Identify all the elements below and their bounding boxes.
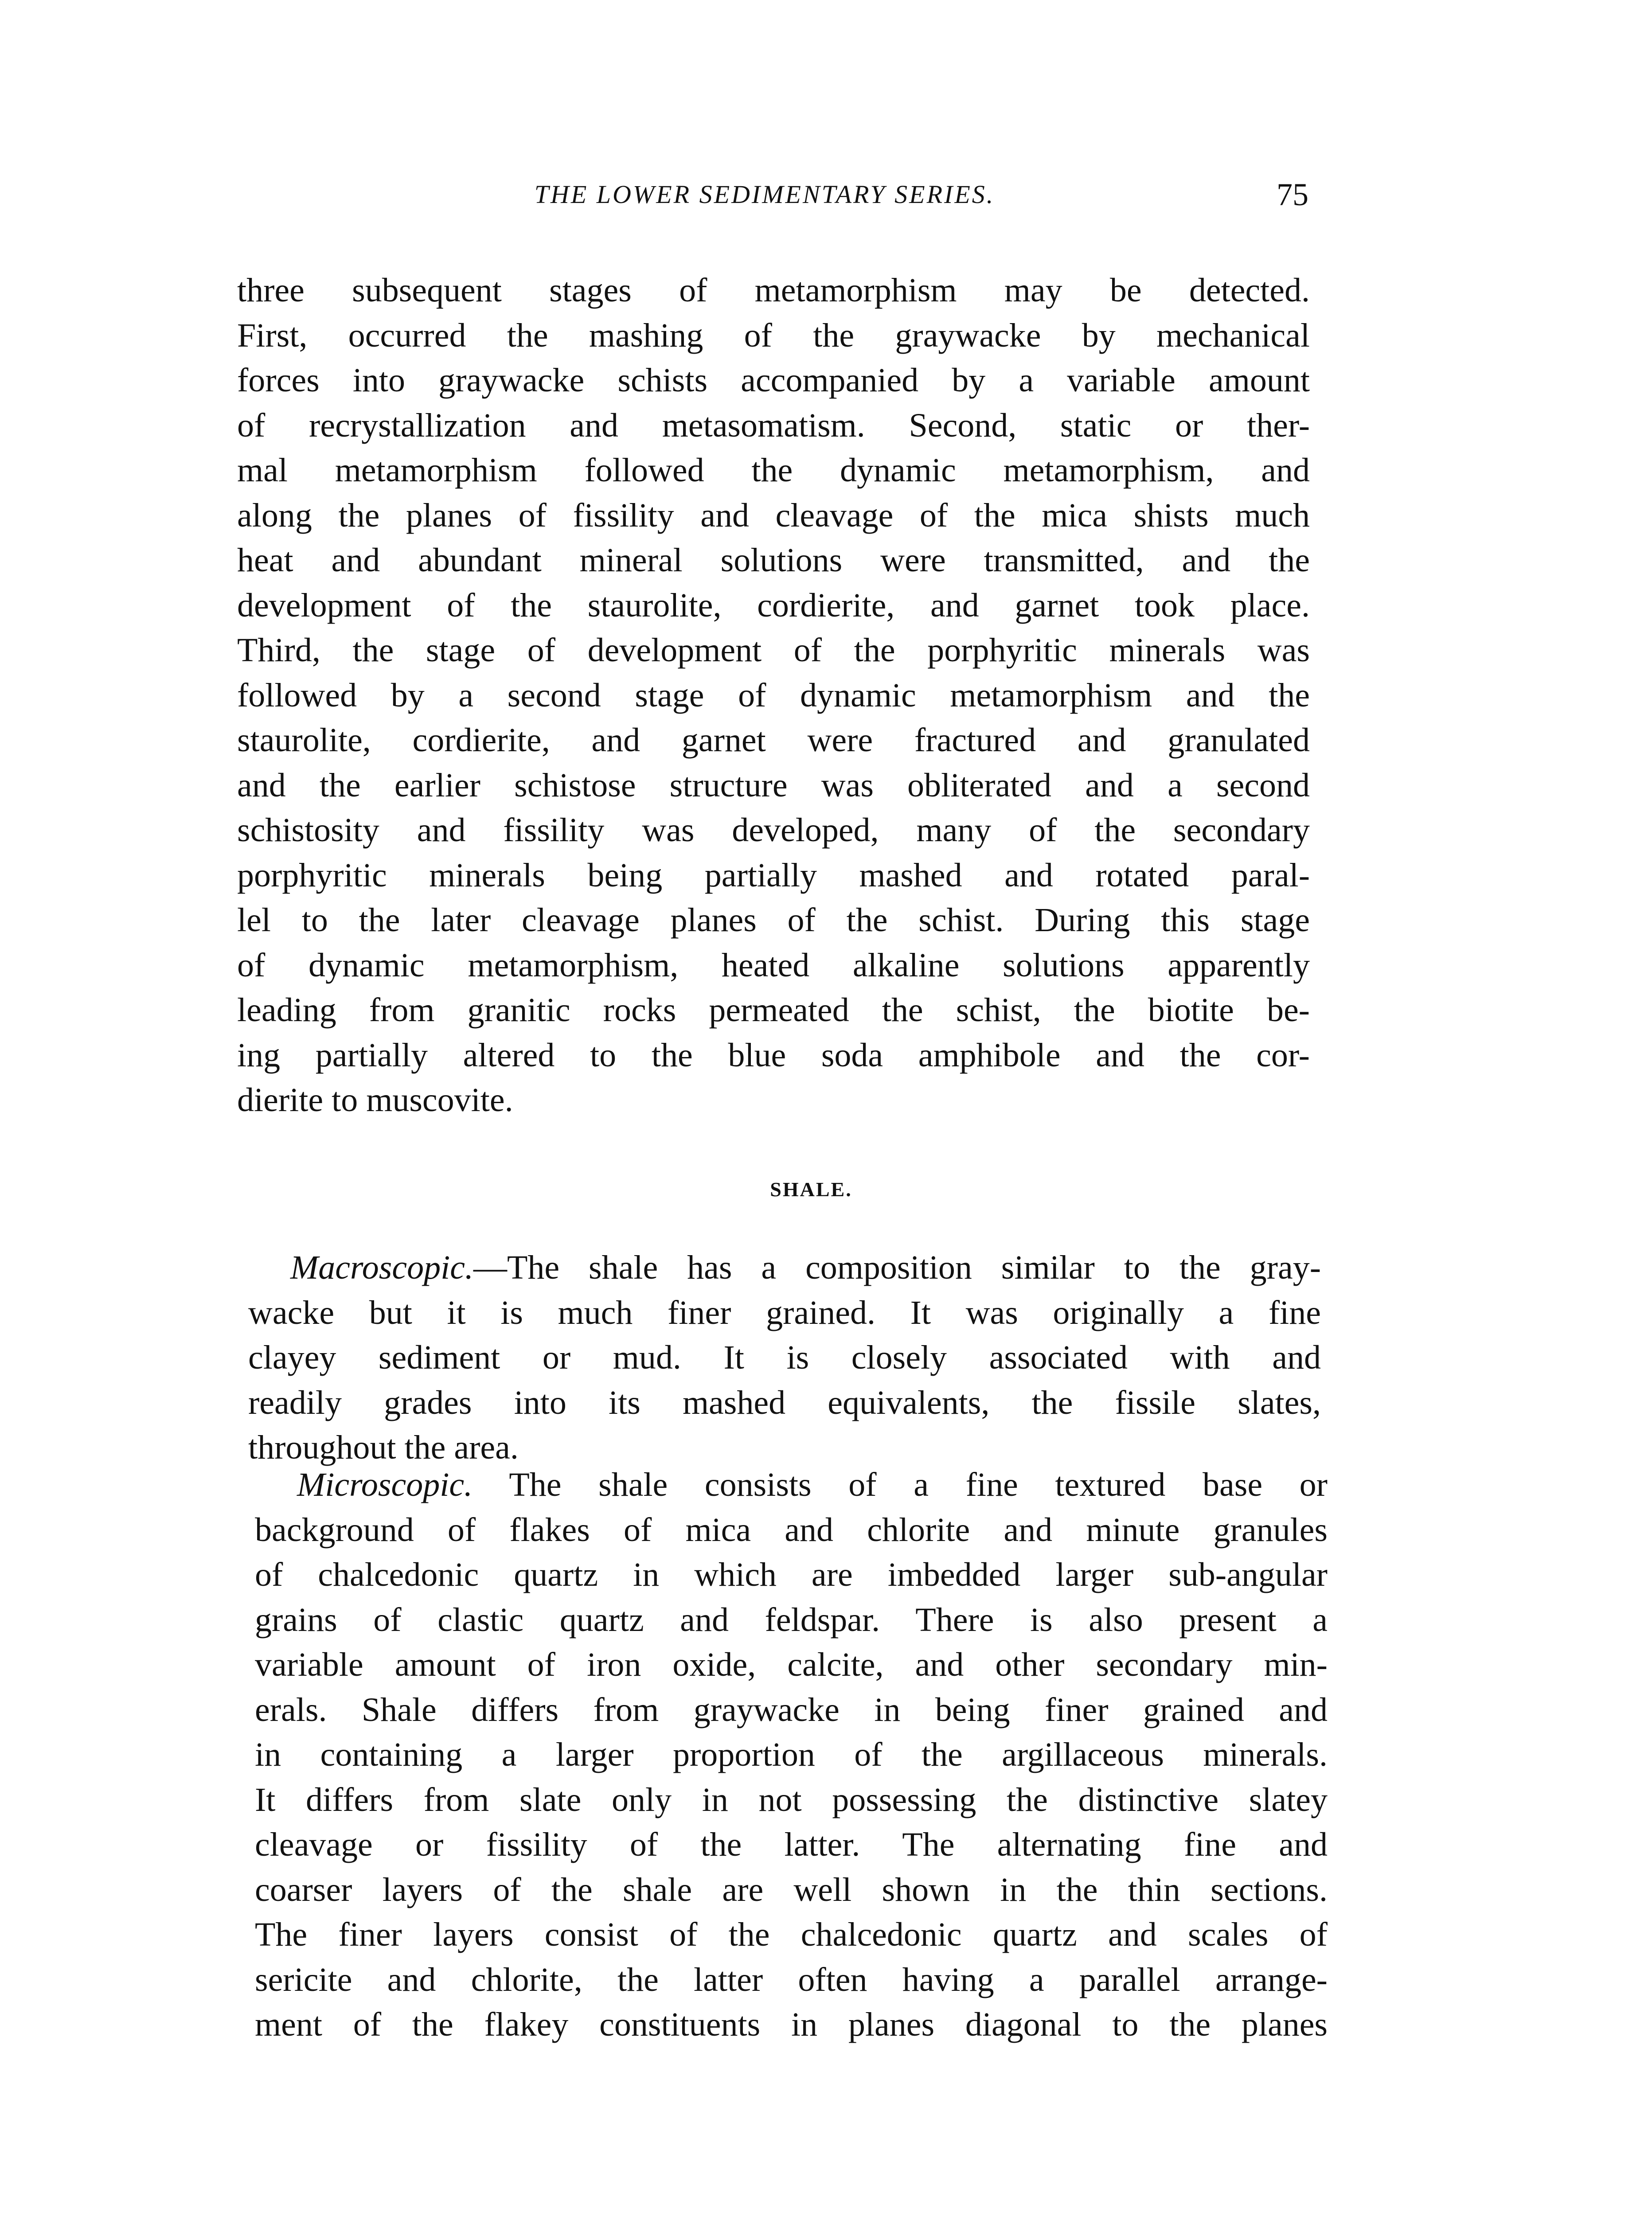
text-line: throughout the area. xyxy=(248,1429,519,1466)
text-run: The shale consists of a fine textured base or xyxy=(473,1466,1328,1503)
text-line: three subsequent stages of metamorphism may be detected. xyxy=(237,272,1310,309)
text-line: porphyritic minerals being partially mashed and rotated paral- xyxy=(237,856,1310,894)
text-line: heat and abundant mineral solutions were transmitted, and the xyxy=(237,542,1310,579)
paragraph-microscopic xyxy=(255,1463,1328,2048)
text-line: coarser layers of the shale are well shown in the thin sections. xyxy=(255,1871,1328,1908)
text-line: Third, the stage of development of the porphyritic minerals was xyxy=(237,632,1310,669)
section-heading-shale: SHALE. xyxy=(770,1178,852,1201)
text-line: followed by a second stage of dynamic metamorphism and the xyxy=(237,676,1310,714)
text-line: erals. Shale differs from graywacke in being finer grained and xyxy=(255,1691,1328,1728)
text-line: sericite and chlorite, the latter often having a parallel arrange- xyxy=(255,1961,1328,1998)
text-line: in containing a larger proportion of the argillaceous minerals. xyxy=(255,1736,1328,1773)
page-number: 75 xyxy=(1277,177,1308,212)
text-line: along the planes of fissility and cleavage of the mica shists much xyxy=(237,496,1310,534)
text-line: wacke but it is much finer grained. It was originally a fine xyxy=(248,1294,1321,1331)
text-line: readily grades into its mashed equivalents, the fissile slates, xyxy=(248,1384,1321,1421)
text-line: The finer layers consist of the chalcedonic quartz and scales of xyxy=(255,1916,1328,1953)
text-line: of chalcedonic quartz in which are imbedded larger sub-angular xyxy=(255,1556,1328,1593)
text-line: of dynamic metamorphism, heated alkaline solutions apparently xyxy=(237,946,1310,984)
text-line: cleavage or fissility of the latter. The alternating fine and xyxy=(255,1826,1328,1863)
text-line: First, occurred the mashing of the graywacke by mechanical xyxy=(237,316,1310,354)
text-line: ment of the flakey constituents in planes diagonal to the planes xyxy=(255,2006,1328,2043)
text-line: leading from granitic rocks permeated the schist, the biotite be- xyxy=(237,991,1310,1029)
text-run: —The shale has a composition similar to the gray- xyxy=(473,1249,1321,1286)
text-line: schistosity and fissility was developed, many of the secondary xyxy=(237,811,1310,849)
text-line: lel to the later cleavage planes of the schist. During this stage xyxy=(237,901,1310,939)
paragraph-label-microscopic: Microscopic. xyxy=(297,1466,473,1503)
text-line: mal metamorphism followed the dynamic metamorphism, and xyxy=(237,452,1310,489)
paragraph-metamorphism-stages xyxy=(237,268,1310,1123)
text-line: of recrystallization and metasomatism. Second, static or ther- xyxy=(237,406,1310,444)
text-line: It differs from slate only in not possessing the distinctive slatey xyxy=(255,1781,1328,1818)
text-line: staurolite, cordierite, and garnet were fractured and granulated xyxy=(237,722,1310,759)
text-line: grains of clastic quartz and feldspar. There is also present a xyxy=(255,1601,1328,1639)
text-line: background of flakes of mica and chlorite and minute granules xyxy=(255,1511,1328,1549)
text-line: forces into graywacke schists accompanied by a variable amount xyxy=(237,362,1310,399)
text-line: clayey sediment or mud. It is closely associated with and xyxy=(248,1339,1321,1376)
text-line: development of the staurolite, cordierite, and garnet took place. xyxy=(237,586,1310,624)
text-line: variable amount of iron oxide, calcite, and other secondary min- xyxy=(255,1646,1328,1683)
text-line: ing partially altered to the blue soda amphibole and the cor- xyxy=(237,1036,1310,1074)
text-line xyxy=(248,1245,1321,1291)
text-line: dierite to muscovite. xyxy=(237,1081,513,1119)
text-line: and the earlier schistose structure was obliterated and a second xyxy=(237,766,1310,804)
text-line xyxy=(255,1463,1328,1508)
paragraph-label-macroscopic: Macroscopic. xyxy=(290,1249,473,1286)
running-head: THE LOWER SEDIMENTARY SERIES. xyxy=(534,180,995,209)
paragraph-macroscopic xyxy=(248,1245,1321,1471)
